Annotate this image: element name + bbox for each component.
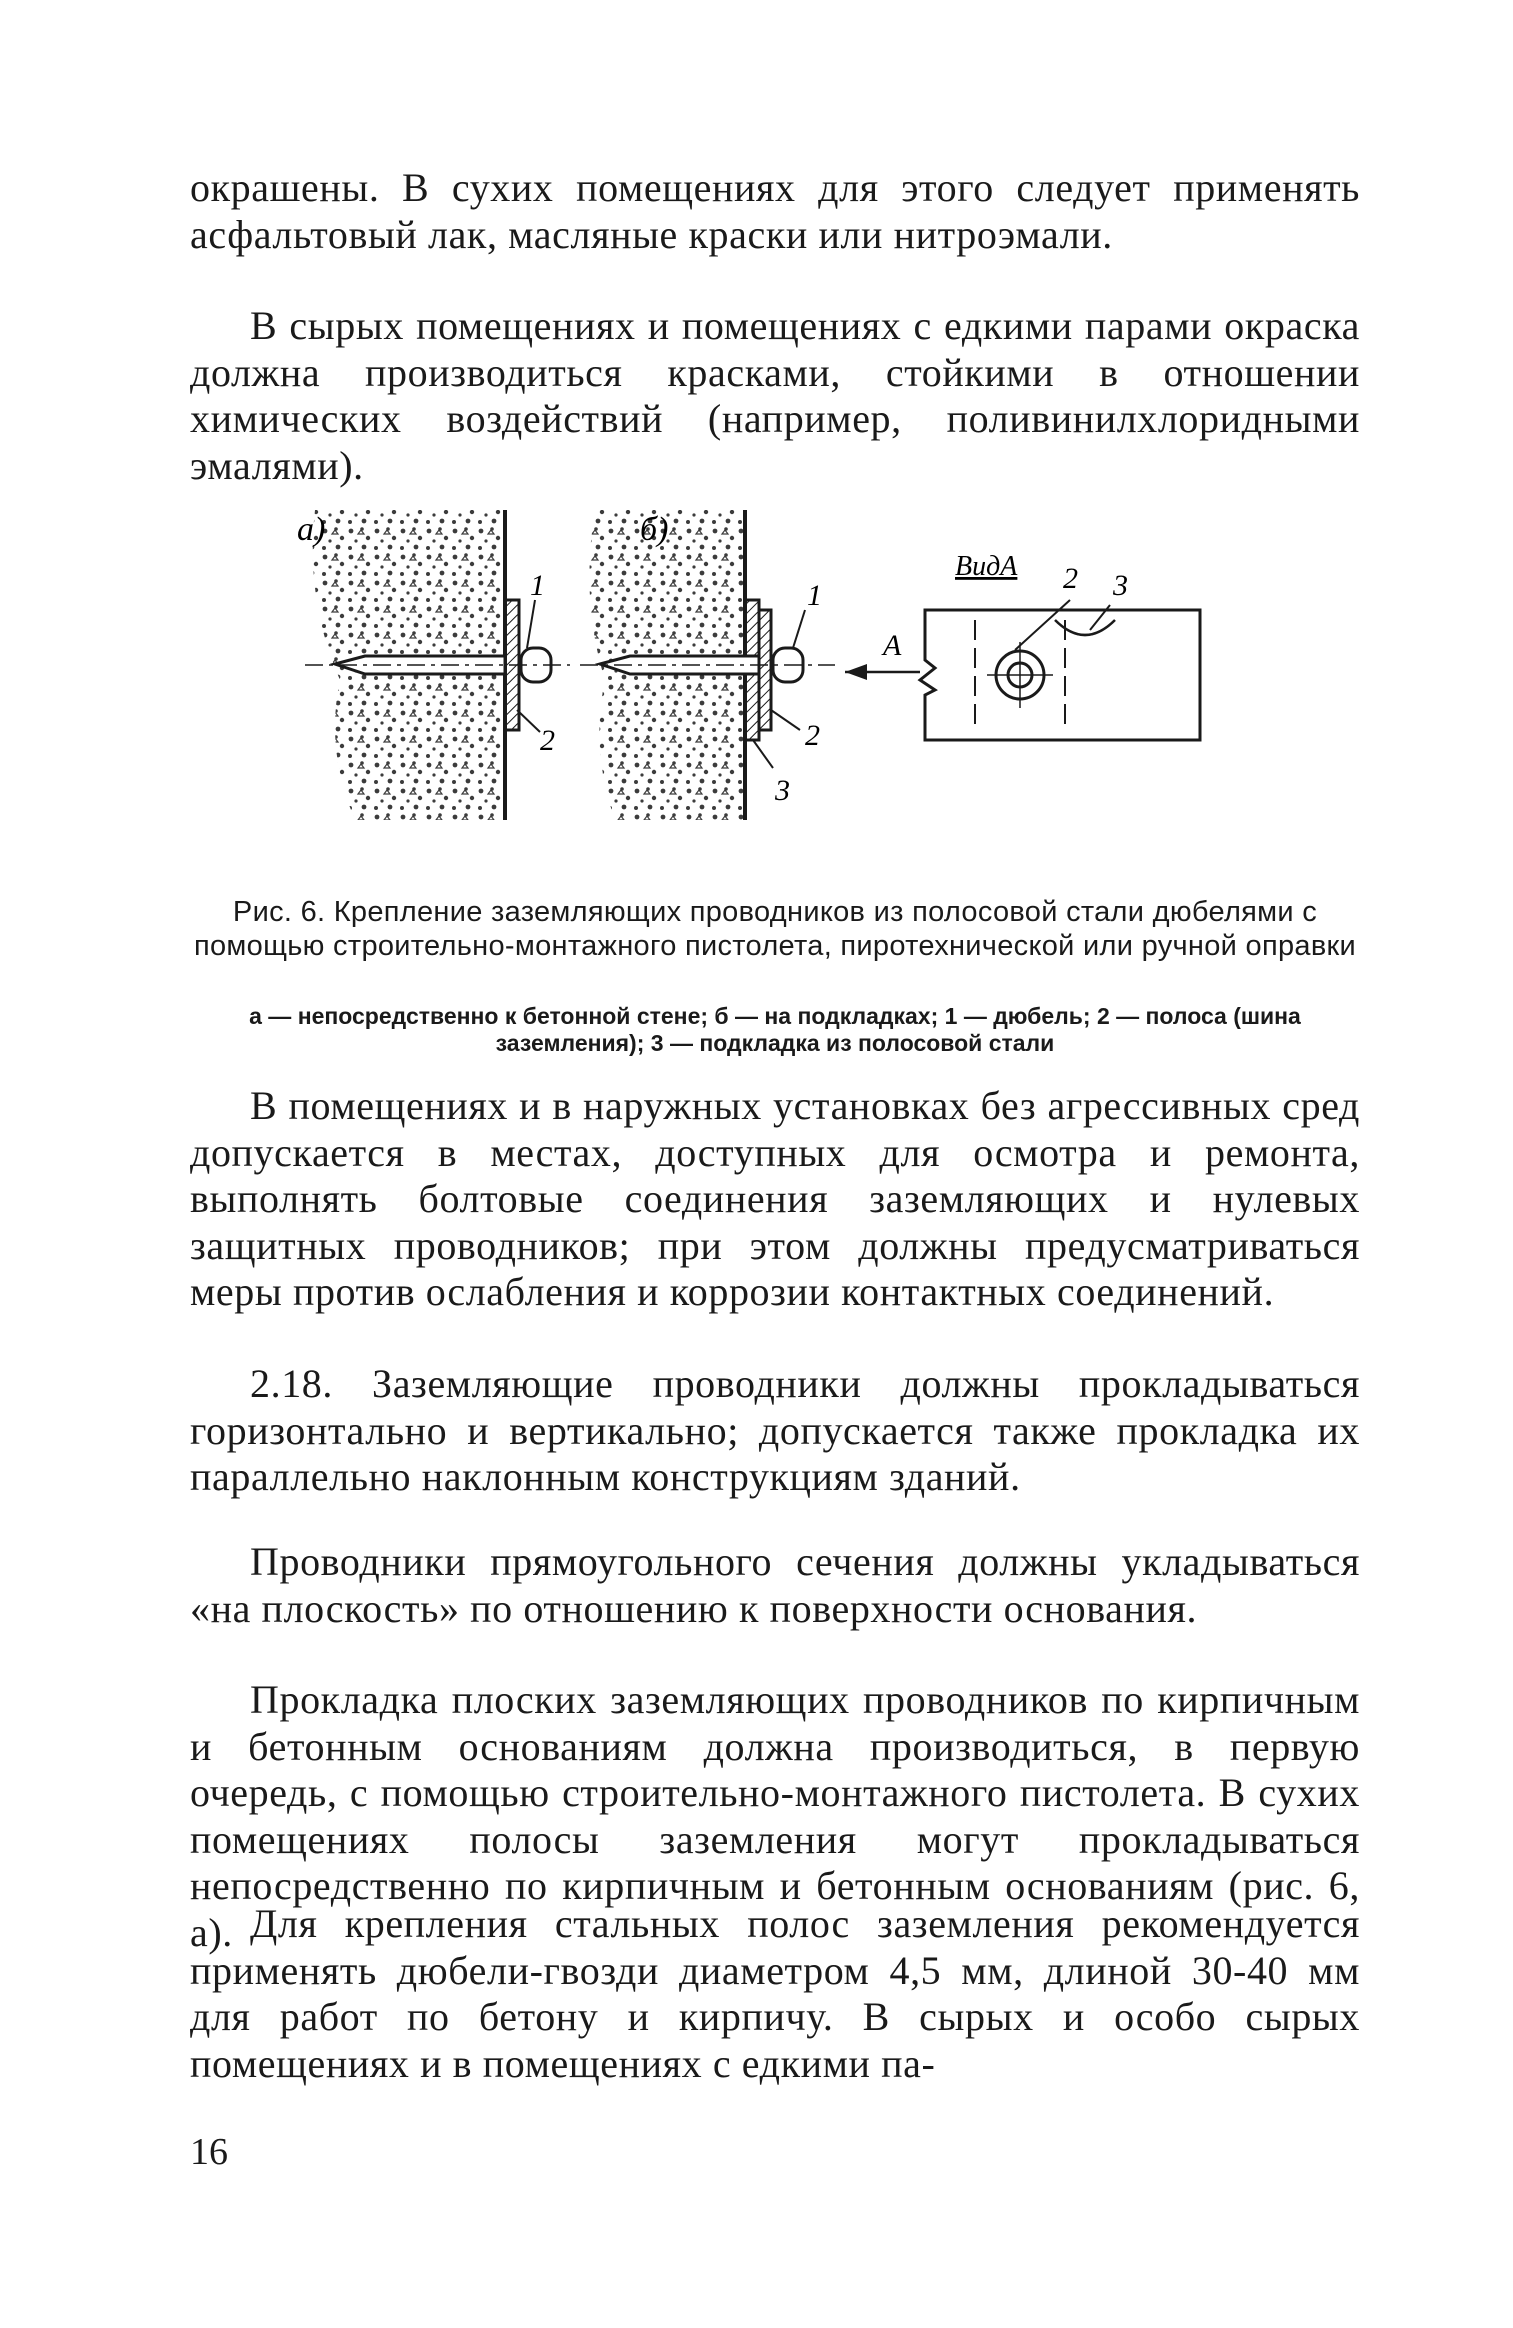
label-b-1: 1 [807, 579, 822, 612]
label-arrow-a: A [883, 629, 902, 662]
label-b-2: 2 [805, 719, 820, 752]
figure-legend: а — непосредственно к бетонной стене; б — на подкладках; 1 — дюбель; 2 — полоса (шина заземления); 3 — подкладка из полосовой стали [249, 1003, 1301, 1056]
label-a: а) [297, 511, 326, 548]
paragraph-6: Прокладка плоских заземляющих проводников по кирпичным и бетонным основаниям должна производиться, в первую очередь, с помощью строительно-монтажного пистолета. В сухих помещениях полосы заземления могут прокладываться непосредственно по кирпичным и бетонным основаниям (рис. 6, а). [190, 1677, 1360, 1955]
label-a-2: 2 [540, 724, 555, 757]
label-b: б) [640, 511, 669, 548]
paragraph-1: окрашены. В сухих помещениях для этого следует применять асфальтовый лак, масляные краски или нитроэмали. [190, 165, 1360, 257]
figure-caption: Рис. 6. Крепление заземляющих проводников из полосовой стали дюбелями с помощью строительно-монтажного пистолета, пиротехнической или ручной оправки [193, 896, 1357, 962]
paragraph-2: В сырых помещениях и помещениях с едкими парами окраска должна производиться красками, стойкими в отношении химических воздействий (например, поливинилхлоридными эмалями). [190, 303, 1360, 488]
strip-b [759, 610, 771, 730]
detail-b [580, 510, 835, 820]
view-arrow [845, 629, 920, 680]
paragraph-5: Проводники прямоугольного сечения должны укладываться «на плоскость» по отношению к поверхности основания. [190, 1539, 1360, 1631]
page-number: 16 [190, 2131, 228, 2173]
paragraph-7: Для крепления стальных полос заземления рекомендуется применять дюбели-гвозди диаметром 4,5 мм, длиной 30-40 мм для работ по бетону и кирпичу. В сырых и особо сырых помещениях и в помещениях с едкими па- [190, 1901, 1360, 2086]
figure-6-diagram [295, 500, 1235, 830]
paragraph-3: В помещениях и в наружных установках без агрессивных сред допускается в местах, доступных для осмотра и ремонта, выполнять болтовые соединения заземляющих и нулевых защитных проводников; при этом должны предусматриваться меры против ослабления и коррозии контактных соединений. [190, 1083, 1360, 1314]
label-view-a: ВидА [955, 551, 1018, 582]
detail-a [297, 510, 570, 820]
label-view-3: 3 [1113, 569, 1128, 602]
view-a [920, 551, 1200, 740]
label-view-2: 2 [1063, 562, 1078, 595]
label-b-3: 3 [775, 774, 790, 807]
paragraph-4: 2.18. Заземляющие проводники должны прокладываться горизонтально и вертикально; допускается также прокладка их параллельно наклонным конструкциям зданий. [190, 1361, 1360, 1499]
label-a-1: 1 [530, 569, 545, 602]
